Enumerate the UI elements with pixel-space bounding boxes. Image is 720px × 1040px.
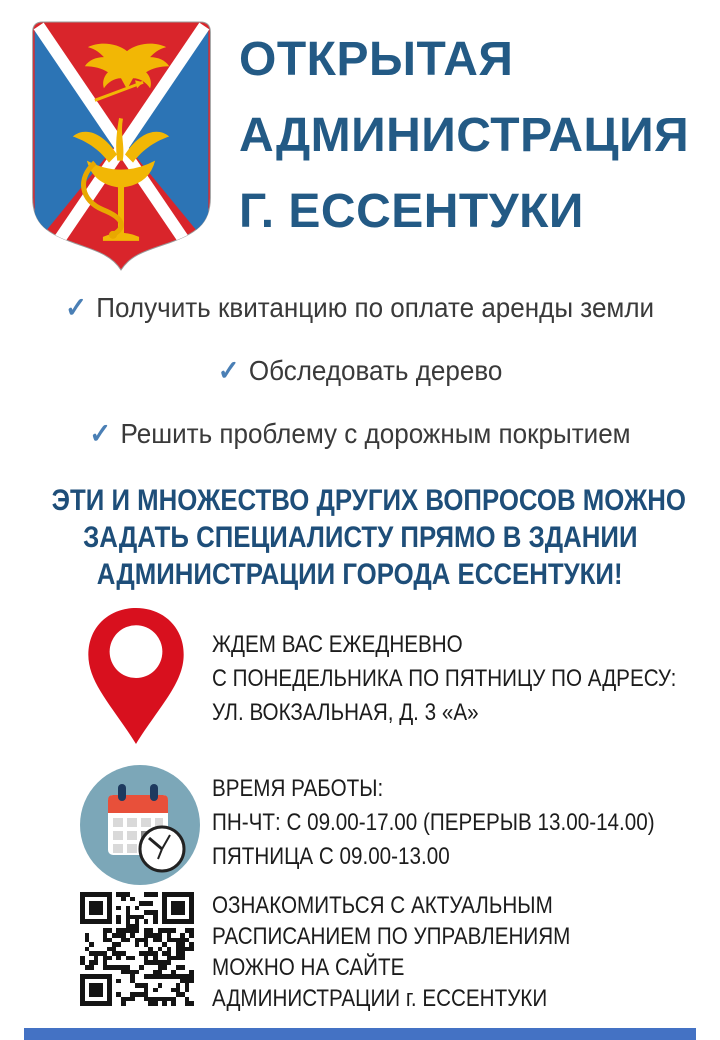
hours-line: ПН-ЧТ: С 09.00-17.00 (ПЕРЕРЫВ 13.00-14.00) <box>212 809 655 836</box>
title-line: ОТКРЫТАЯ <box>239 33 514 86</box>
check-icon: ✓ <box>65 292 88 323</box>
announcement-line: ЭТИ И МНОЖЕСТВО ДРУГИХ ВОПРОСОВ МОЖНО <box>51 484 687 517</box>
list-item <box>0 353 720 389</box>
footer-bar <box>24 1028 696 1040</box>
address-block <box>212 628 720 730</box>
check-icon: ✓ <box>217 355 240 386</box>
qr-caption-line: РАСПИСАНИЕМ ПО УПРАВЛЕНИЯМ <box>212 923 571 950</box>
qr-caption-line: ОЗНАКОМИТЬСЯ С АКТУАЛЬНЫМ <box>212 892 553 919</box>
address-line: УЛ. ВОКЗАЛЬНАЯ, Д. 3 «А» <box>212 699 479 726</box>
location-pin-icon <box>80 604 192 746</box>
list-item-label: Обследовать дерево <box>248 355 503 386</box>
calendar-clock-icon <box>78 763 202 887</box>
check-icon: ✓ <box>89 418 112 449</box>
list-item-label: Решить проблему с дорожным покрытием <box>120 418 631 449</box>
address-line: С ПОНЕДЕЛЬНИКА ПО ПЯТНИЦУ ПО АДРЕСУ: <box>212 665 677 692</box>
list-item-label: Получить квитанцию по оплате аренды земли <box>96 292 655 323</box>
qr-caption-line: АДМИНИСТРАЦИИ г. ЕССЕНТУКИ <box>212 985 548 1012</box>
announcement-line: ЗАДАТЬ СПЕЦИАЛИСТУ ПРЯМО В ЗДАНИИ <box>82 521 638 554</box>
title-line: АДМИНИСТРАЦИЯ <box>239 109 690 162</box>
working-hours-block <box>212 772 720 874</box>
address-line: ЖДЕМ ВАС ЕЖЕДНЕВНО <box>212 631 463 658</box>
qr-caption-block <box>212 890 629 1014</box>
announcement-line: АДМИНИСТРАЦИИ ГОРОДА ЕССЕНТУКИ! <box>97 558 623 591</box>
list-item <box>0 290 720 326</box>
title-line: Г. ЕССЕНТУКИ <box>239 185 584 238</box>
coat-of-arms-icon <box>18 12 225 275</box>
services-checklist <box>0 290 720 452</box>
qr-caption-line: МОЖНО НА САЙТЕ <box>212 954 405 981</box>
list-item <box>0 416 720 452</box>
page-title <box>239 22 689 250</box>
hours-line: ВРЕМЯ РАБОТЫ: <box>212 775 384 802</box>
qr-code <box>80 892 194 1006</box>
hours-line: ПЯТНИЦА С 09.00-13.00 <box>212 843 450 870</box>
announcement-heading <box>0 482 720 593</box>
